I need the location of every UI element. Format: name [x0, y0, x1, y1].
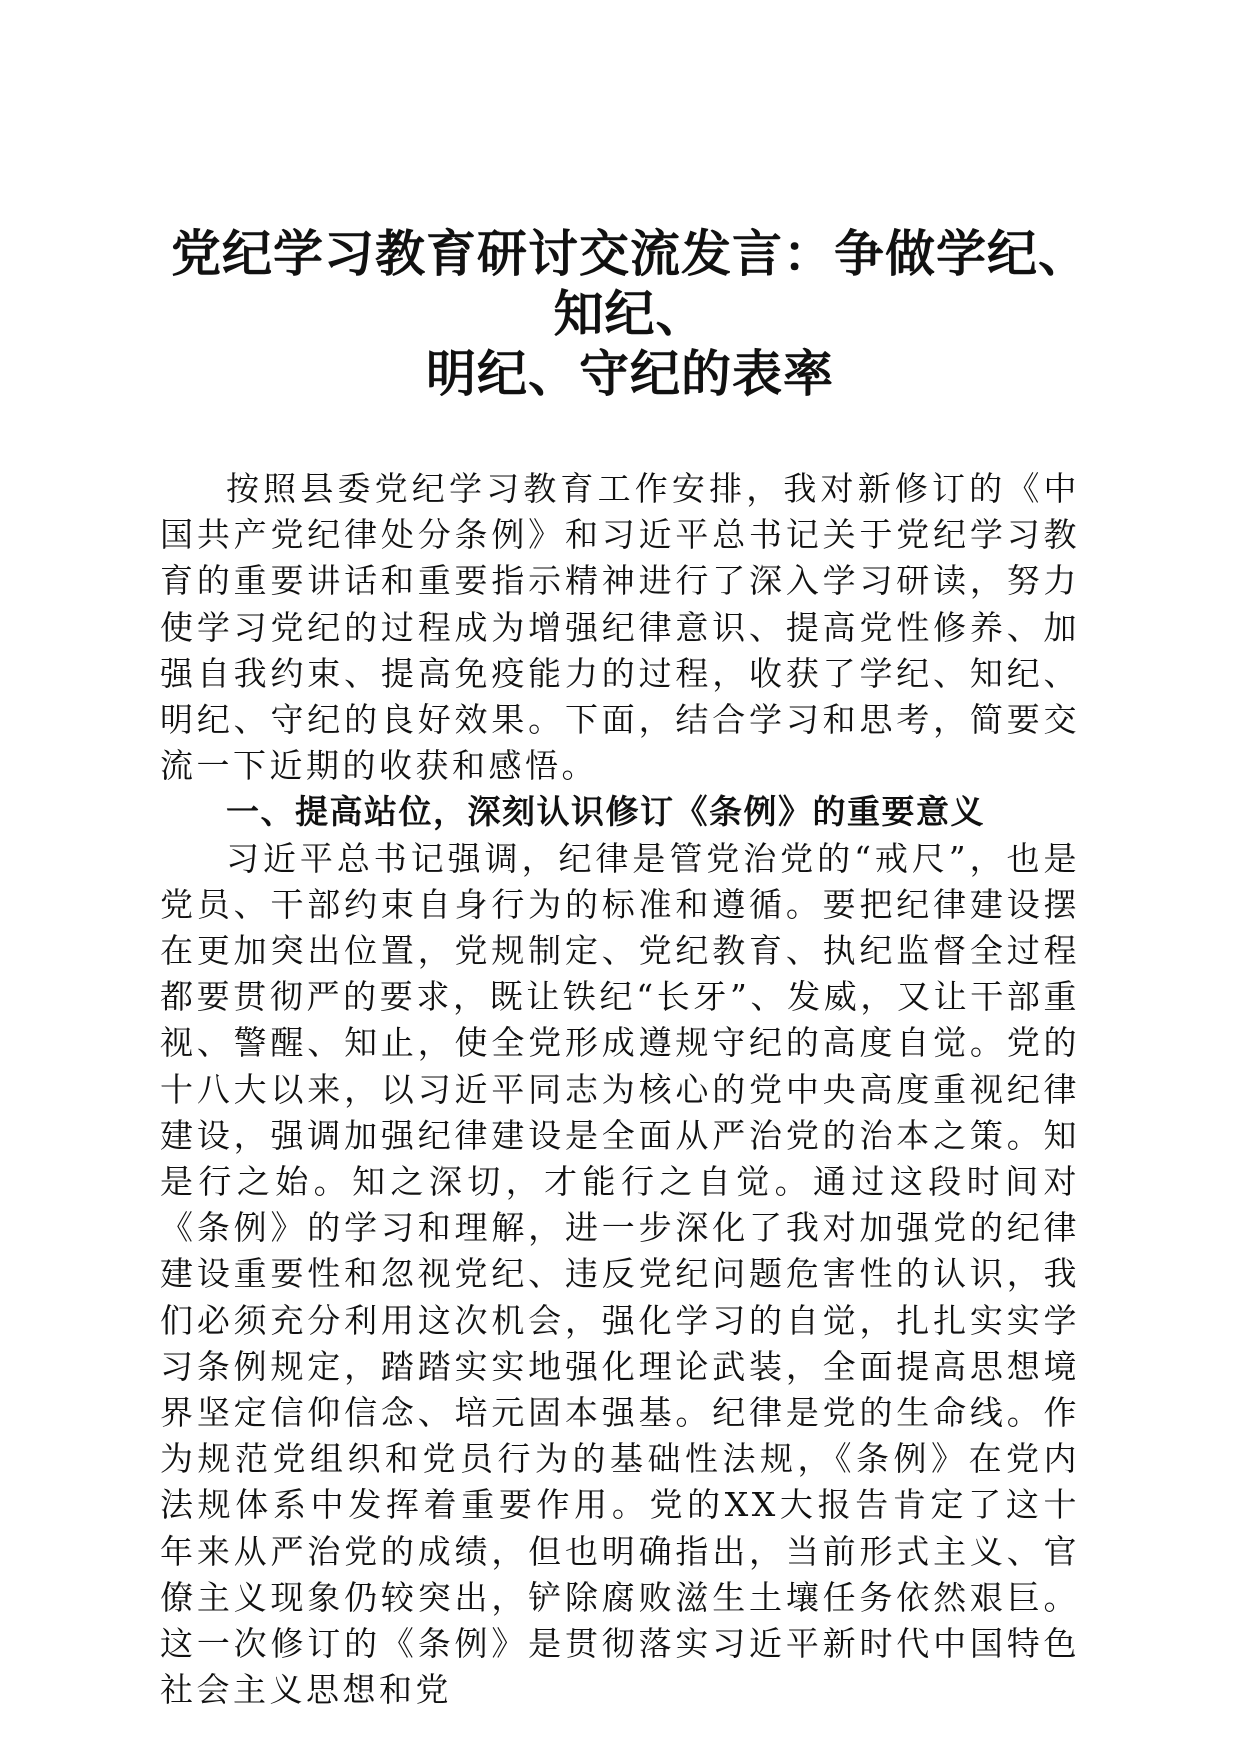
intro-paragraph: 按照县委党纪学习教育工作安排，我对新修订的《中国共产党纪律处分条例》和习近平总书记关于党纪学习教育的重要讲话和重要指示精神进行了深入学习研读，努力使学习党纪的过程成为增强纪律意识、提高党性修养、加强自我约束、提高免疫能力的过程，收获了学纪、知纪、明纪、守纪的良好效果。下面，结合学习和思考，简要交流一下近期的收获和感悟。 — [160, 469, 1080, 786]
document-title-line-2: 明纪、守纪的表率 — [426, 344, 834, 403]
section-1-paragraph: 习近平总书记强调，纪律是管党治党的“戒尺”，也是党员、干部约束自身行为的标准和遵循。要把纪律建设摆在更加突出位置，党规制定、党纪教育、执纪监督全过程都要贯彻严的要求，既让铁纪“长牙”、发威，又让干部重视、警醒、知止，使全党形成遵规守纪的高度自觉。党的十八大以来，以习近平同志为核心的党中央高度重视纪律建设，强调加强纪律建设是全面从严治党的治本之策。知是行之始。知之深切，才能行之自觉。通过这段时间对《条例》的学习和理解，进一步深化了我对加强党的纪律建设重要性和忽视党纪、违反党纪问题危害性的认识，我们必须充分利用这次机会，强化学习的自觉，扎扎实实学习条例规定，踏踏实实地强化理论武装，全面提高思想境界坚定信仰信念、培元固本强基。纪律是党的生命线。作为规范党组织和党员行为的基础性法规，《条例》在党内法规体系中发挥着重要作用。党的XX大报告肯定了这十年来从严治党的成绩，但也明确指出，当前形式主义、官僚主义现象仍较突出，铲除腐败滋生土壤任务依然艰巨。这一次修订的《条例》是贯彻落实习近平新时代中国特色社会主义思想和党 — [160, 838, 1080, 1710]
document-body — [160, 466, 1080, 1713]
document-title-line-1: 党纪学习教育研讨交流发言：争做学纪、知纪、 — [171, 224, 1089, 343]
section-heading-1: 一、提高站位，深刻认识修订《条例》的重要意义 — [226, 792, 985, 832]
